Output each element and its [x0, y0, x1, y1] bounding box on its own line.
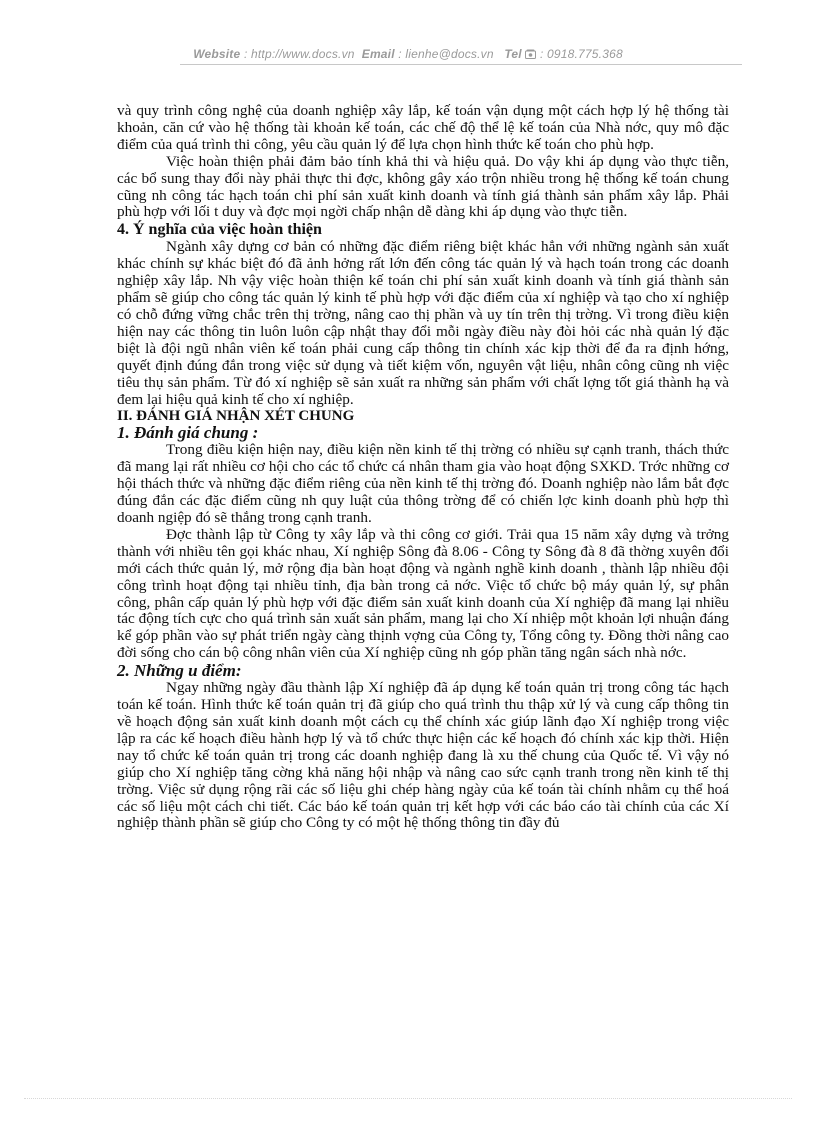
website-label: Website: [193, 47, 241, 61]
paragraph: Việc hoàn thiện phải đảm bảo tính khả thi và hiệu quả. Do vậy khi áp dụng vào thực tiễn, các bổ sung thay đổi này phải thực thi đợc, không gây xáo trộn nhiều trong hệ thống kế toán chung cũng nh công tác hạch toán chi phí sản xuất kinh doanh và tính giá thành sản phẩm xây lắp. Phải phù hợp với lối t duy và đợc mọi ngời chấp nhận dễ dàng khi áp dụng vào thực tiễn.: [117, 152, 729, 221]
email-label: Email: [361, 47, 395, 61]
page-header: [0, 47, 816, 61]
footer-divider: [24, 1098, 792, 1099]
phone-icon: [525, 47, 536, 61]
paragraph: Ngành xây dựng cơ bản có những đặc điểm riêng biệt khác hẳn với những ngành sản xuất khác chính sự khác biệt đó đã ảnh hởng rất lớn đến công tác quản lý và hạch toán trong các doanh nghiệp xây lắp. Nh vậy việc hoàn thiện kế toán chi phí sản xuất kinh doanh và tính giá thành sản phẩm sẽ giúp cho công tác quản lý kinh tế phù hợp với đặc điểm của xí nghiệp và tạo cho xí nghiệp có chỗ đứng vững chắc trên thị trờng, nâng cao thị phần và uy tín trên thị trờng. Vì trong điều kiện hiện nay các thông tin luôn luôn cập nhật thay đổi mỗi ngày điều này đòi hỏi các nhà quản lý đặc biệt là đội ngũ nhân viên kế toán phải cung cấp thông tin chính xác kịp thời để đa ra định hớng, quyết định đúng đắn trong việc sử dụng và tiết kiệm vốn, nguyên vật liệu, nhân công cũng nh việc tiêu thụ sản phẩm. Từ đó xí nghiệp sẽ sản xuất ra những sản phẩm với chất lợng tốt giá thành hạ và đem lại hiệu quả kinh tế cho xí nghiệp.: [117, 238, 729, 408]
email-value[interactable]: : lienhe@docs.vn: [398, 47, 494, 61]
tel-label: Tel: [504, 47, 522, 61]
paragraph: và quy trình công nghệ của doanh nghiệp xây lắp, kế toán vận dụng một cách hợp lý hệ thống tài khoản, căn cứ vào hệ thống tài khoản kế toán, các chế độ thể lệ kế toán của Nhà nớc, quy mô đặc điểm của quá trình thi công, yêu cầu quản lý để lựa chọn hình thức kế toán cho phù hợp.: [117, 102, 729, 153]
subsection-heading: 2. Những u điểm:: [117, 661, 242, 681]
section-heading: 4. Ý nghĩa của việc hoàn thiện: [117, 221, 322, 239]
header-divider: [180, 64, 742, 65]
subsection-heading: 1. Đánh giá chung :: [117, 423, 259, 443]
tel-value: : 0918.775.368: [539, 47, 623, 61]
paragraph: Ngay những ngày đầu thành lập Xí nghiệp đã áp dụng kế toán quản trị trong công tác hạch toán kế toán. Hình thức kế toán quản trị đã giúp cho quá trình thu thập xử lý và cung cấp thông tin về hoạch động sản xuất kinh doanh một cách cụ thể chính xác giúp lãnh đạo Xí nghiệp trong việc lập ra các kế hoạch điều hành hợp lý và tổ chức thực hiện các kế hoạch đó chính xác kịp thời. Hiện nay tổ chức kế toán quản trị trong các doanh nghiệp đang là xu thế chung của Quốc tế. Vì vậy nó giúp cho Xí nghiệp tăng cờng khả năng hội nhập và nâng cao sức cạnh tranh trong nền kinh tế thị trờng. Việc sử dụng rộng rãi các số liệu ghi chép hàng ngày của kế toán tài chính nhằm cụ thể hoá các số liệu một cách chi tiết. Các báo kế toán quản trị kết hợp với các báo cáo tài chính của các Xí nghiệp thành phần sẽ giúp cho Công ty có một hệ thống thông tin đầy đủ: [117, 679, 729, 832]
section-heading: II. ĐÁNH GIÁ NHẬN XÉT CHUNG: [117, 408, 355, 425]
website-value[interactable]: : http://www.docs.vn: [243, 47, 355, 61]
paragraph: Trong điều kiện hiện nay, điều kiện nền kinh tế thị trờng có nhiều sự cạnh tranh, thách thức đã mang lại rất nhiều cơ hội cho các tổ chức cá nhân tham gia vào hoạt động SXKD. Trớc những cơ hội thách thức và những đặc điểm riêng của nền kinh tế thị trờng đó. Doanh nghiệp nào lắm bắt đợc đúng đắn các đặc điểm cũng nh quy luật của thông trờng để có chiến lợc kinh doanh phù hợp thì doanh ngiệp đó sẽ thắng trong cạnh tranh.: [117, 441, 729, 527]
paragraph: Đợc thành lập từ Công ty xây lắp và thi công cơ giới. Trải qua 15 năm xây dựng và trởng thành với nhiều tên gọi khác nhau, Xí nghiệp Sông đà 8.06 - Công ty Sông đà 8 đã thờng xuyên đổi mới cách thức quản lý, mở rộng địa bàn hoạt động và ngành nghề kinh doanh , thành lập nhiều đội công trình hoạt động tại nhiều tỉnh, địa bàn trong cả nớc. Việc tổ chức bộ máy quản lý, sự phân công, phân cấp quản lý phù hợp với đặc điểm sản xuất kinh doanh của Xí nghiệp đã mang lại nhiều tác động tích cực cho quá trình sản xuất sản phẩm, mang lại cho Xí nhiệp một khoản lợi nhuận đáng kể góp phần vào sự phát triển ngày càng thịnh vợng của Công ty, Tổng công ty. Đồng thời nâng cao đời sống cho cán bộ công nhân viên của Xí nghiệp cũng nh góp phần tăng ngân sách nhà nớc.: [117, 525, 729, 662]
document-body: [117, 103, 729, 832]
